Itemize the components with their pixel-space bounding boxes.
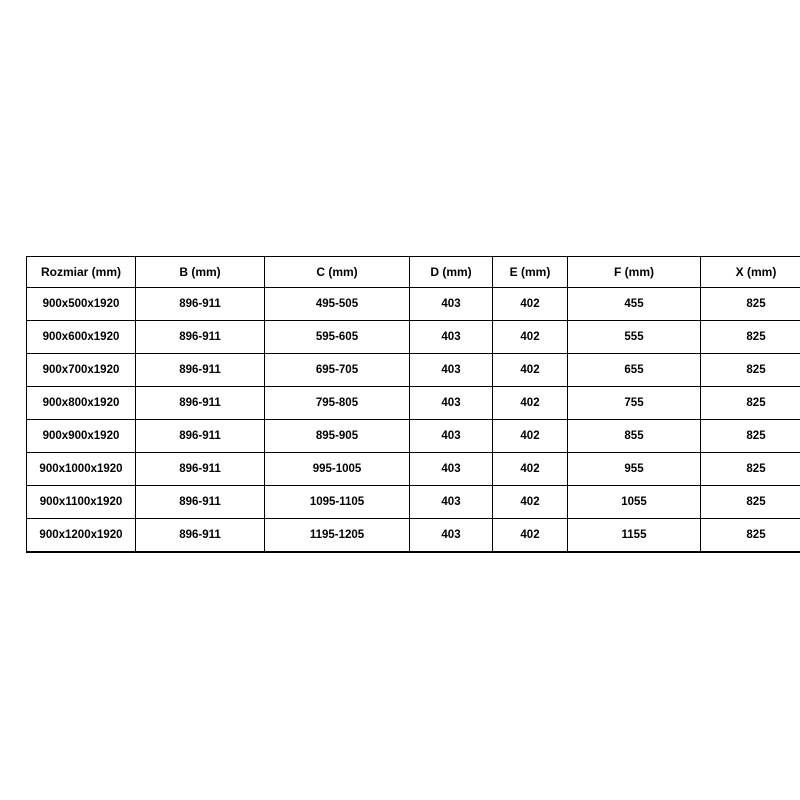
table-row [27, 321, 800, 354]
cell-x: 825 [701, 321, 800, 354]
table-row [27, 288, 800, 321]
cell-d: 403 [410, 354, 493, 387]
cell-b: 896-911 [136, 486, 265, 519]
column-header-rozmiar: Rozmiar (mm) [27, 257, 136, 288]
cell-e: 402 [493, 288, 568, 321]
cell-x: 825 [701, 288, 800, 321]
table-row [27, 519, 800, 553]
cell-rozmiar: 900x1100x1920 [27, 486, 136, 519]
cell-c: 695-705 [265, 354, 410, 387]
cell-x: 825 [701, 420, 800, 453]
table-row [27, 486, 800, 519]
spec-table-container [26, 256, 777, 553]
cell-d: 403 [410, 321, 493, 354]
cell-d: 403 [410, 387, 493, 420]
column-header-c: C (mm) [265, 257, 410, 288]
column-header-b: B (mm) [136, 257, 265, 288]
cell-f: 455 [568, 288, 701, 321]
table-body [27, 288, 800, 553]
cell-c: 595-605 [265, 321, 410, 354]
cell-c: 795-805 [265, 387, 410, 420]
cell-d: 403 [410, 453, 493, 486]
cell-d: 403 [410, 486, 493, 519]
cell-f: 855 [568, 420, 701, 453]
cell-x: 825 [701, 354, 800, 387]
cell-c: 1195-1205 [265, 519, 410, 553]
cell-e: 402 [493, 321, 568, 354]
cell-d: 403 [410, 420, 493, 453]
column-header-f: F (mm) [568, 257, 701, 288]
cell-x: 825 [701, 453, 800, 486]
cell-e: 402 [493, 354, 568, 387]
cell-f: 555 [568, 321, 701, 354]
cell-b: 896-911 [136, 354, 265, 387]
cell-b: 896-911 [136, 453, 265, 486]
cell-f: 1155 [568, 519, 701, 553]
table-row [27, 420, 800, 453]
cell-c: 1095-1105 [265, 486, 410, 519]
cell-f: 755 [568, 387, 701, 420]
cell-e: 402 [493, 420, 568, 453]
column-header-d: D (mm) [410, 257, 493, 288]
cell-c: 495-505 [265, 288, 410, 321]
cell-e: 402 [493, 453, 568, 486]
cell-e: 402 [493, 519, 568, 553]
column-header-e: E (mm) [493, 257, 568, 288]
cell-rozmiar: 900x900x1920 [27, 420, 136, 453]
cell-rozmiar: 900x800x1920 [27, 387, 136, 420]
cell-rozmiar: 900x500x1920 [27, 288, 136, 321]
cell-d: 403 [410, 519, 493, 553]
cell-f: 955 [568, 453, 701, 486]
table-header-row [27, 257, 800, 288]
dimensions-table [26, 256, 800, 553]
table-row [27, 354, 800, 387]
cell-b: 896-911 [136, 321, 265, 354]
cell-b: 896-911 [136, 519, 265, 553]
cell-b: 896-911 [136, 387, 265, 420]
cell-f: 655 [568, 354, 701, 387]
cell-rozmiar: 900x600x1920 [27, 321, 136, 354]
cell-b: 896-911 [136, 288, 265, 321]
cell-x: 825 [701, 486, 800, 519]
cell-d: 403 [410, 288, 493, 321]
cell-f: 1055 [568, 486, 701, 519]
cell-rozmiar: 900x1200x1920 [27, 519, 136, 553]
cell-e: 402 [493, 486, 568, 519]
cell-b: 896-911 [136, 420, 265, 453]
cell-x: 825 [701, 387, 800, 420]
table-row [27, 387, 800, 420]
cell-c: 995-1005 [265, 453, 410, 486]
cell-c: 895-905 [265, 420, 410, 453]
column-header-x: X (mm) [701, 257, 800, 288]
table-header [27, 257, 800, 288]
table-row [27, 453, 800, 486]
cell-rozmiar: 900x1000x1920 [27, 453, 136, 486]
cell-rozmiar: 900x700x1920 [27, 354, 136, 387]
cell-e: 402 [493, 387, 568, 420]
cell-x: 825 [701, 519, 800, 553]
